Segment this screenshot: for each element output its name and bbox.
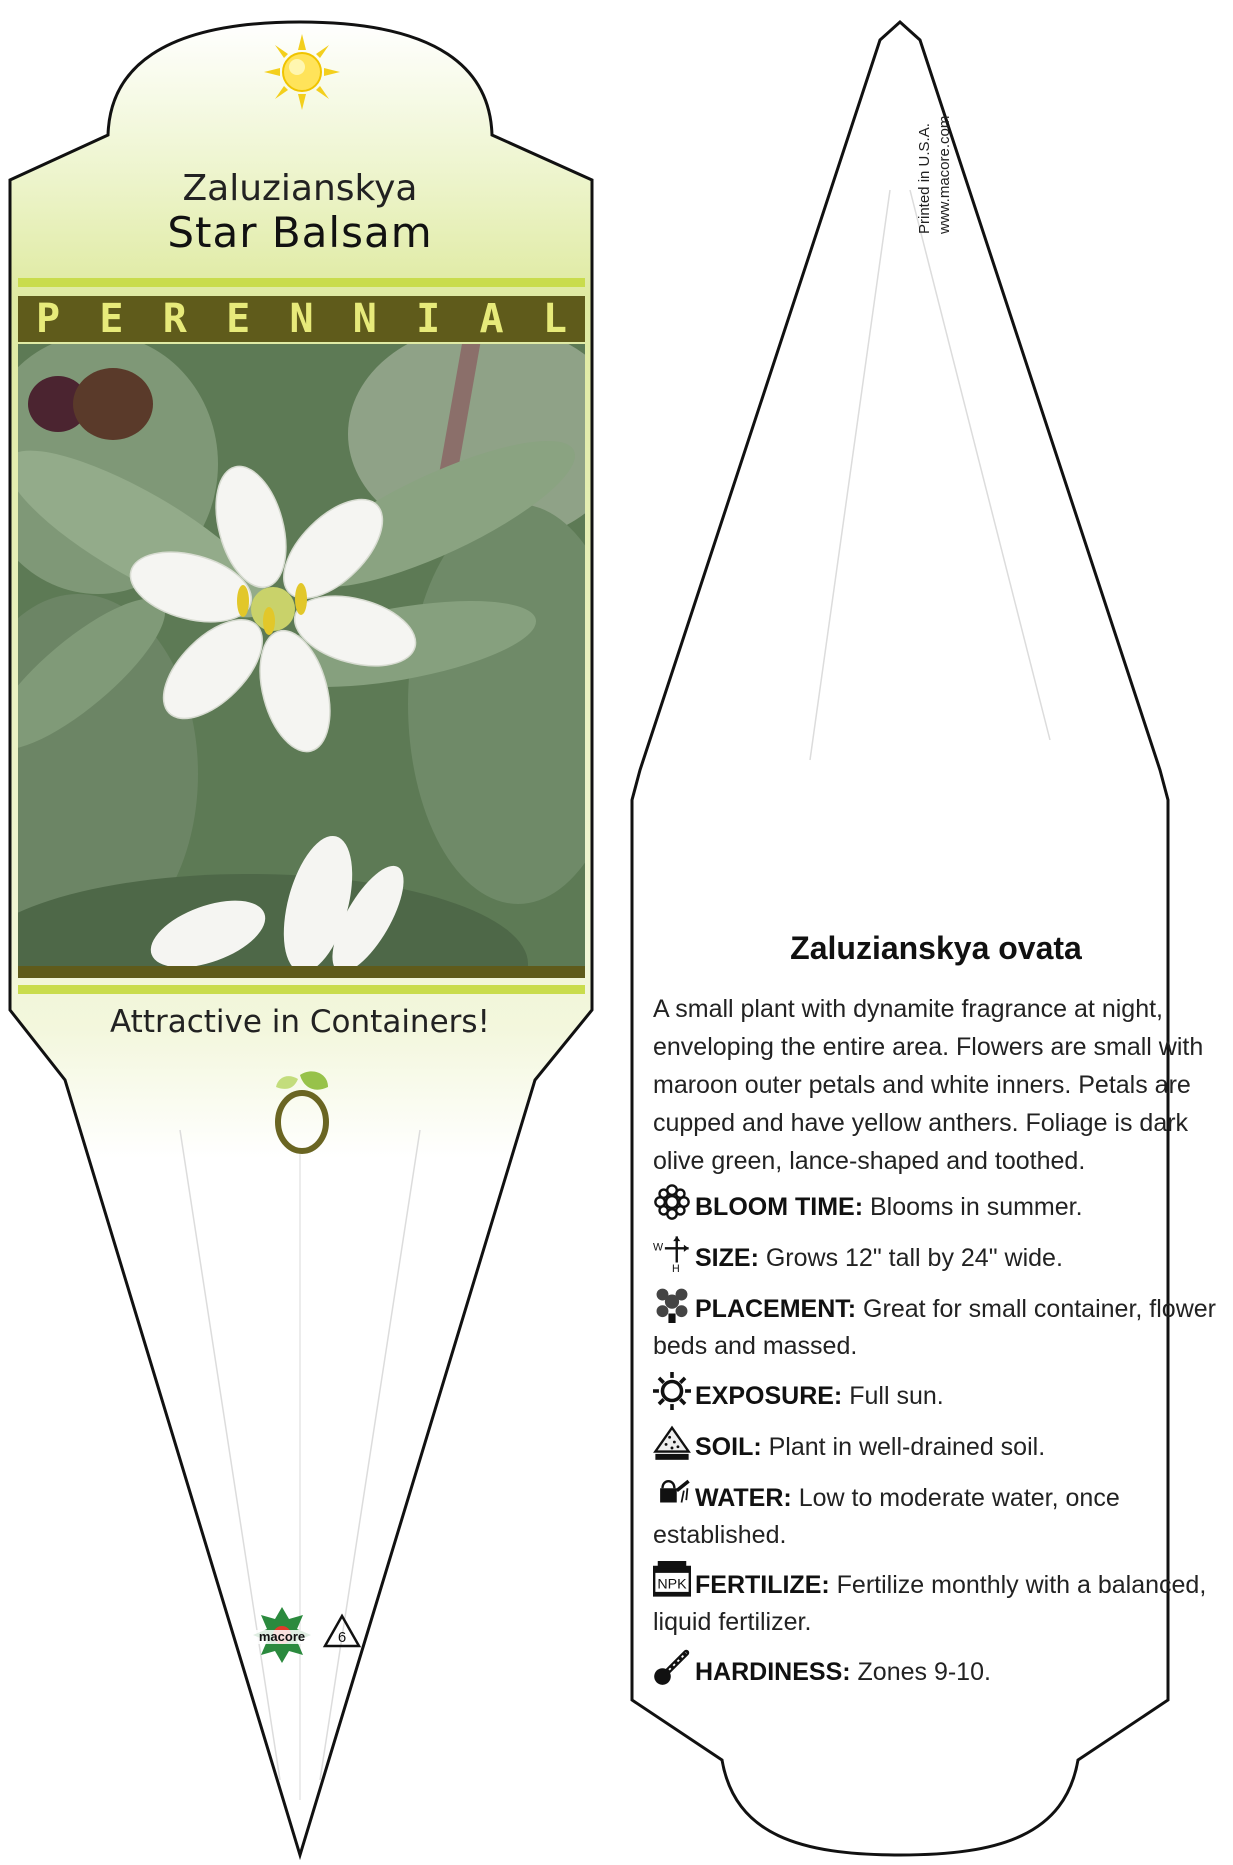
leaf-logo-icon	[272, 1065, 332, 1155]
spec-text: Great for small container, flower beds and massed.	[653, 1295, 1216, 1360]
spec-item	[653, 1423, 1228, 1466]
placement-icon	[653, 1285, 691, 1317]
botanical-name: Zaluzianskya ovata	[790, 930, 1082, 966]
spec-text: Grows 12" tall by 24" wide.	[758, 1244, 1063, 1272]
spec-text: Fertilize monthly with a balanced, liquid fertilizer.	[653, 1571, 1207, 1636]
thermometer-icon	[653, 1648, 691, 1680]
brand-text: macore	[258, 1629, 306, 1644]
category-letter: A	[479, 296, 504, 342]
size-icon	[653, 1234, 691, 1272]
spec-item	[653, 1474, 1228, 1554]
common-name: Zaluzianskya	[182, 168, 418, 209]
svg-text:NPK: NPK	[657, 1576, 687, 1593]
soil-icon	[653, 1423, 691, 1455]
tagline: Attractive in Containers!	[110, 1004, 490, 1040]
spec-item	[653, 1285, 1228, 1365]
macore-logo-icon	[245, 1605, 320, 1667]
spec-label: HARDINESS:	[695, 1658, 851, 1686]
npk-icon	[653, 1561, 691, 1593]
spec-item	[653, 1183, 1228, 1226]
spec-text: Low to moderate water, once established.	[653, 1484, 1120, 1549]
watering-can-icon	[653, 1474, 691, 1506]
spec-text: Zones 9-10.	[850, 1658, 991, 1686]
printed-info	[905, 96, 985, 236]
category-label	[18, 296, 585, 342]
spec-label: SIZE:	[695, 1244, 759, 1272]
svg-text:H: H	[672, 1263, 680, 1272]
spec-label: WATER:	[695, 1484, 792, 1512]
category-letter: N	[289, 296, 314, 342]
spec-label: SOIL:	[695, 1433, 762, 1461]
category-letter: L	[542, 296, 567, 342]
category-letter: R	[162, 296, 187, 342]
flower-icon	[653, 1183, 691, 1215]
recycle-code: 6	[337, 1629, 347, 1646]
spec-item	[653, 1648, 1228, 1691]
variety-name: Star Balsam	[167, 208, 433, 257]
spec-label: PLACEMENT:	[695, 1295, 857, 1323]
spec-text: Blooms in summer.	[863, 1193, 1083, 1221]
category-letter: I	[416, 296, 441, 342]
recycle-icon	[322, 1612, 362, 1652]
exposure-sun-icon	[653, 1372, 691, 1404]
spec-text: Plant in well-drained soil.	[761, 1433, 1046, 1461]
spec-item	[653, 1561, 1228, 1641]
category-letter: E	[99, 296, 124, 342]
flower-photo	[18, 344, 585, 966]
category-letter: P	[36, 296, 61, 342]
spec-label: EXPOSURE:	[695, 1382, 843, 1410]
category-letter: N	[352, 296, 377, 342]
spec-item	[653, 1234, 1228, 1277]
plant-description: A small plant with dynamite fragrance at night, enveloping the entire area. Flowers are small with maroon outer petals and white inners. Petals are cupped and have yellow anthers. Foliage is dark olive green, lance-shaped and toothed.	[653, 995, 1204, 1175]
category-letter: E	[226, 296, 251, 342]
printed-line2: www.macore.com	[936, 115, 953, 234]
spec-label: FERTILIZE:	[695, 1571, 830, 1599]
spec-item	[653, 1372, 1228, 1415]
sun-icon	[262, 32, 342, 112]
svg-text:W: W	[653, 1241, 664, 1254]
spec-text: Full sun.	[842, 1382, 944, 1410]
printed-line1: Printed in U.S.A.	[916, 123, 933, 234]
spec-label: BLOOM TIME:	[695, 1193, 864, 1221]
